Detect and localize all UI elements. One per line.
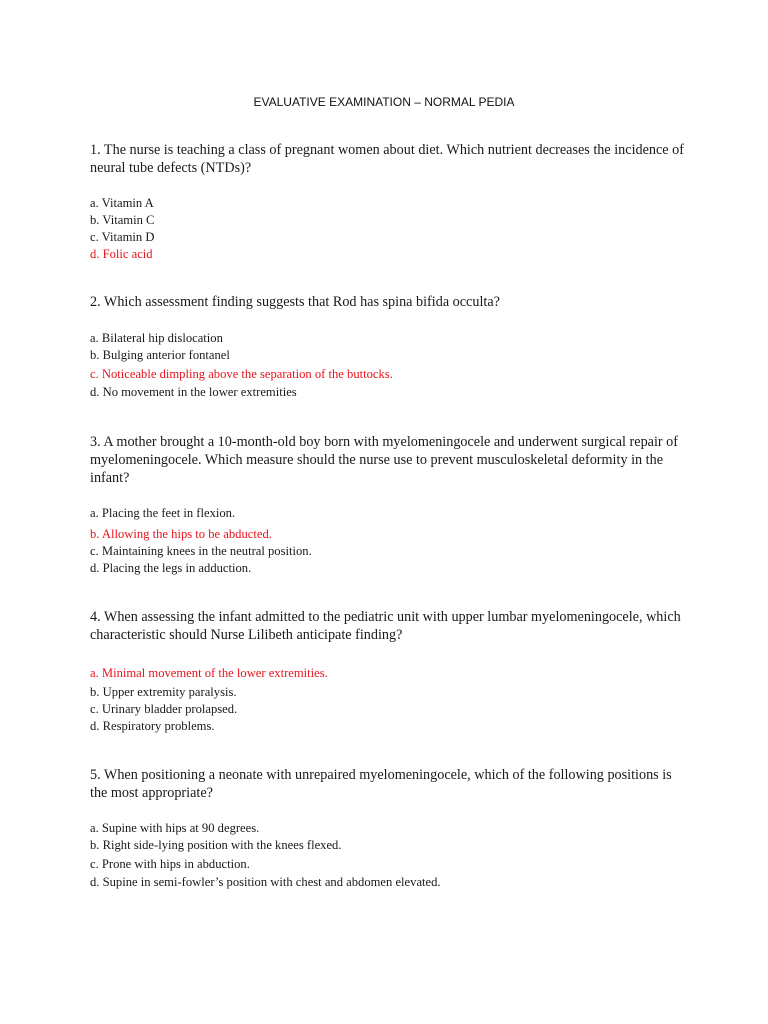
- question-4-option-c: c. Urinary bladder prolapsed.: [90, 702, 238, 716]
- question-4-option-d: d. Respiratory problems.: [90, 719, 215, 733]
- question-1-option-b: b. Vitamin C: [90, 213, 155, 227]
- question-5-text: 5. When positioning a neonate with unrepaired myelomeningocele, which of the following positions is the most appropriate?: [90, 767, 672, 801]
- question-5-option-c: c. Prone with hips in abduction.: [90, 857, 250, 871]
- question-4-option-a-correct: a. Minimal movement of the lower extremities.: [90, 666, 328, 680]
- exam-title: EVALUATIVE EXAMINATION – NORMAL PEDIA: [253, 95, 515, 109]
- question-4-text: 4. When assessing the infant admitted to the pediatric unit with upper lumbar myelomeningocele, which characteristic should Nurse Lilibeth anticipate finding?: [90, 609, 681, 643]
- question-4-option-b: b. Upper extremity paralysis.: [90, 685, 237, 699]
- question-5-option-a: a. Supine with hips at 90 degrees.: [90, 821, 260, 835]
- question-2-text: 2. Which assessment finding suggests that Rod has spina bifida occulta?: [90, 294, 500, 310]
- question-3-option-c: c. Maintaining knees in the neutral position.: [90, 544, 312, 558]
- question-3-option-b-correct: b. Allowing the hips to be abducted.: [90, 527, 272, 541]
- question-2-option-b: b. Bulging anterior fontanel: [90, 348, 230, 362]
- question-3-option-a: a. Placing the feet in flexion.: [90, 506, 236, 520]
- question-2-option-a: a. Bilateral hip dislocation: [90, 331, 223, 345]
- question-5-option-d: d. Supine in semi-fowler’s position with chest and abdomen elevated.: [90, 875, 441, 889]
- question-1-text: 1. The nurse is teaching a class of pregnant women about diet. Which nutrient decreases the incidence of neural tube defects (NTDs)?: [90, 142, 684, 176]
- question-1-option-c: c. Vitamin D: [90, 230, 155, 244]
- question-2-option-d: d. No movement in the lower extremities: [90, 385, 297, 399]
- question-2-option-c-correct: c. Noticeable dimpling above the separation of the buttocks.: [90, 367, 393, 381]
- question-3-option-d: d. Placing the legs in adduction.: [90, 561, 252, 575]
- question-3-text: 3. A mother brought a 10-month-old boy born with myelomeningocele and underwent surgical repair of myelomeningocele. Which measure should the nurse use to prevent musculoskeletal deformity in the infant?: [90, 434, 678, 486]
- question-5-option-b: b. Right side-lying position with the knees flexed.: [90, 838, 342, 852]
- question-1-option-d-correct: d. Folic acid: [90, 247, 153, 261]
- question-1-option-a: a. Vitamin A: [90, 196, 154, 210]
